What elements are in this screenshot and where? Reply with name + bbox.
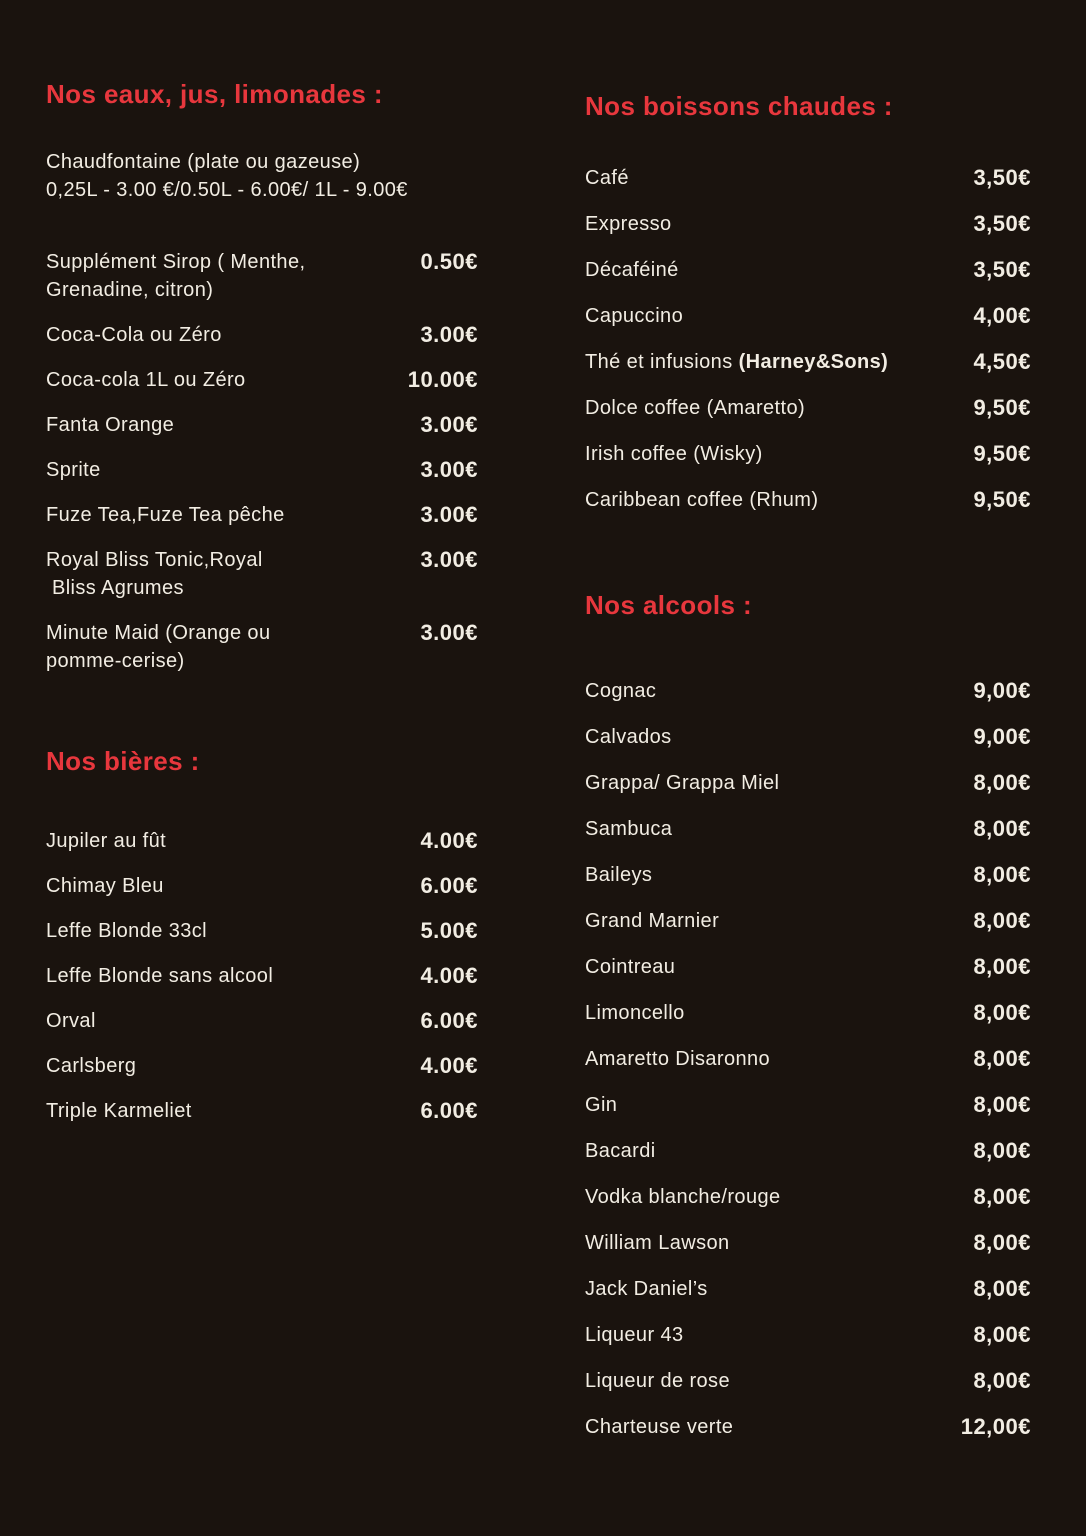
item-price: 8,00€ [973,1322,1031,1347]
item-name-line2: 0,25L - 3.00 €/0.50L - 6.00€/ 1L - 9.00€ [46,179,408,201]
item-price: 3.00€ [420,620,478,645]
item-name-line1: Chimay Bleu [46,875,164,897]
item-name-line2: Bliss Agrumes [46,577,184,599]
menu-item [46,366,478,394]
item-price: 8,00€ [973,770,1031,795]
menu-item [585,1367,1031,1395]
item-name [585,164,629,192]
menu-item [585,302,1031,330]
item-name [585,1229,730,1257]
item-name-line1: Thé et infusions [585,351,739,373]
item-name [585,1183,781,1211]
item-price: 8,00€ [973,908,1031,933]
item-price: 4.00€ [420,828,478,853]
menu-item [46,1052,478,1080]
item-name [46,619,270,675]
item-name-line1: Café [585,167,629,189]
item-price: 4,50€ [973,349,1031,374]
item-name-line1: Liqueur de rose [585,1370,730,1392]
item-name [46,148,408,204]
section-heading: Nos alcools : [585,590,753,620]
item-price: 9,00€ [973,724,1031,749]
item-name [585,1091,617,1119]
menu-item [585,815,1031,843]
item-name-line1: Gin [585,1094,618,1116]
menu-item [46,619,478,675]
item-price: 4,00€ [973,303,1031,328]
menu-item [46,872,478,900]
menu-item [46,1007,478,1035]
item-price: 8,00€ [973,954,1031,979]
menu-item [46,546,478,602]
item-name-bold: (Harney&Sons) [738,351,889,373]
item-name-line1: Fanta Orange [46,414,175,436]
item-price: 3,50€ [973,257,1031,282]
item-price: 9,50€ [973,441,1031,466]
menu-item [585,677,1031,705]
menu-item [585,861,1031,889]
section-heading: Nos eaux, jus, limonades : [46,79,383,109]
item-price: 4.00€ [420,963,478,988]
item-name-line1: Royal Bliss Tonic,Royal [46,549,263,571]
item-price: 8,00€ [973,1000,1031,1025]
item-name-line1: Minute Maid (Orange ou [46,622,271,644]
item-price: 5.00€ [420,918,478,943]
item-name-line1: Grand Marnier [585,910,720,932]
item-name [585,1045,770,1073]
item-name-line1: Coca-Cola ou Zéro [46,324,222,346]
item-name [46,1007,96,1035]
item-price: 3.00€ [420,547,478,572]
menu-item [585,1091,1031,1119]
menu-item [585,953,1031,981]
menu-item [585,210,1031,238]
item-name [585,302,683,330]
menu-item [46,827,478,855]
item-price: 9,50€ [973,487,1031,512]
item-price: 3,50€ [973,165,1031,190]
item-name [585,815,672,843]
item-name-line1: Grappa/ Grappa Miel [585,772,780,794]
item-name [46,1052,136,1080]
item-name-line1: Liqueur 43 [585,1324,684,1346]
item-price: 3.00€ [420,412,478,437]
menu-item [585,164,1031,192]
item-name-line1: Fuze Tea,Fuze Tea pêche [46,504,285,526]
item-name [46,546,263,602]
menu-section [46,745,478,1125]
item-name-line1: Charteuse verte [585,1416,734,1438]
menu-section [585,589,1031,1441]
item-price: 6.00€ [420,873,478,898]
item-name-line1: Amaretto Disaronno [585,1048,771,1070]
item-name [46,827,166,855]
item-name-line1: Calvados [585,726,672,748]
menu-item [46,962,478,990]
item-name-line1: Leffe Blonde 33cl [46,920,207,942]
menu-item [585,1413,1031,1441]
item-name [585,861,652,889]
menu-column-left [46,78,478,1142]
item-price: 6.00€ [420,1008,478,1033]
item-price: 8,00€ [973,1230,1031,1255]
item-price: 8,00€ [973,816,1031,841]
item-price: 3.00€ [420,502,478,527]
item-name-line1: Limoncello [585,1002,685,1024]
menu-item [46,321,478,349]
item-name [585,953,675,981]
menu-item [585,1183,1031,1211]
menu-item [585,1137,1031,1165]
item-name [585,723,672,751]
item-name-line1: Jupiler au fût [46,830,167,852]
item-price: 8,00€ [973,1046,1031,1071]
menu-item [585,440,1031,468]
menu-item [585,1321,1031,1349]
menu-item [46,248,478,304]
item-name [46,411,174,439]
menu-item [585,999,1031,1027]
item-price: 3.00€ [420,322,478,347]
item-name-line2: pomme-cerise) [46,650,185,672]
item-name-line1: Carlsberg [46,1055,137,1077]
item-name-line1: William Lawson [585,1232,730,1254]
item-name [46,456,101,484]
menu-item [585,769,1031,797]
item-name [585,999,685,1027]
menu-column-right [585,90,1031,1459]
item-name [46,917,207,945]
item-name [46,366,246,394]
section-heading: Nos bières : [46,746,200,776]
item-name [585,256,679,284]
item-name-line1: Dolce coffee (Amaretto) [585,397,806,419]
item-name-line1: Sprite [46,459,101,481]
menu-section [585,90,1031,514]
item-price: 8,00€ [973,1092,1031,1117]
item-name-line1: Vodka blanche/rouge [585,1186,781,1208]
item-name-line1: Cointreau [585,956,676,978]
item-price: 8,00€ [973,862,1031,887]
menu-item [585,1229,1031,1257]
item-name-line1: Sambuca [585,818,673,840]
item-price: 12,00€ [960,1414,1031,1439]
item-name-line1: Baileys [585,864,653,886]
item-name-line1: Leffe Blonde sans alcool [46,965,274,987]
item-name [585,1367,730,1395]
item-name-line1: Orval [46,1010,96,1032]
item-name-line1: Coca-cola 1L ou Zéro [46,369,246,391]
menu-item [585,907,1031,935]
menu-item [585,723,1031,751]
section-heading: Nos boissons chaudes : [585,91,893,121]
item-price: 8,00€ [973,1138,1031,1163]
item-name [585,394,805,422]
item-price: 4.00€ [420,1053,478,1078]
menu-item [46,917,478,945]
item-name [585,1275,708,1303]
item-name-line1: Bacardi [585,1140,656,1162]
item-price: 10.00€ [407,367,478,392]
item-name-line1: Cognac [585,680,657,702]
item-name [585,440,763,468]
item-name [46,501,285,529]
item-price: 6.00€ [420,1098,478,1123]
menu-item [585,256,1031,284]
item-name-line1: Supplément Sirop ( Menthe, [46,251,306,273]
item-name [585,1321,684,1349]
item-price: 3.00€ [420,457,478,482]
menu-item [585,348,1031,376]
item-name [585,769,779,797]
item-name [46,872,164,900]
item-name [585,1413,733,1441]
item-name-line1: Jack Daniel’s [585,1278,708,1300]
item-name [585,677,656,705]
item-name [585,348,888,376]
item-name [585,907,719,935]
menu-item [46,456,478,484]
item-name-line1: Expresso [585,213,672,235]
menu-item [46,501,478,529]
item-name-line1: Caribbean coffee (Rhum) [585,489,819,511]
item-name [585,210,672,238]
item-price: 8,00€ [973,1276,1031,1301]
item-price: 9,50€ [973,395,1031,420]
menu-item [585,486,1031,514]
item-name [585,1137,656,1165]
item-price: 8,00€ [973,1368,1031,1393]
menu-section [46,78,478,675]
item-name [585,486,818,514]
item-name [46,962,273,990]
item-price: 8,00€ [973,1184,1031,1209]
item-price: 3,50€ [973,211,1031,236]
item-name-line1: Triple Karmeliet [46,1100,192,1122]
item-price: 9,00€ [973,678,1031,703]
menu-item [585,1045,1031,1073]
item-name-line2: Grenadine, citron) [46,279,214,301]
item-price: 0.50€ [420,249,478,274]
item-name [46,248,305,304]
item-name [46,1097,192,1125]
menu-item [46,148,478,204]
menu-item [585,1275,1031,1303]
item-name-line1: Capuccino [585,305,684,327]
menu-item [46,411,478,439]
item-name [46,321,222,349]
item-name-line1: Chaudfontaine (plate ou gazeuse) [46,151,361,173]
menu-item [585,394,1031,422]
item-name-line1: Irish coffee (Wisky) [585,443,763,465]
item-name-line1: Décaféiné [585,259,679,281]
menu-item [46,1097,478,1125]
